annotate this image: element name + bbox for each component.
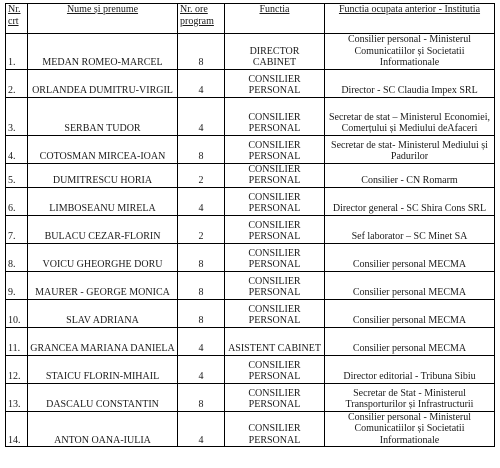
row-nr: 11.: [6, 327, 28, 355]
row-name: DASCALU CONSTANTIN: [28, 383, 178, 411]
header-row: [6, 4, 495, 34]
row-nr: 5.: [6, 163, 28, 187]
row-hours: 8: [178, 271, 225, 299]
row-nr: 12.: [6, 355, 28, 383]
row-function: ASISTENT CABINET: [225, 327, 325, 355]
row-nr: 13.: [6, 383, 28, 411]
staff-table: [5, 3, 495, 447]
table-row: [6, 135, 495, 163]
header-nr: Nr. crt: [6, 4, 28, 34]
row-previous: Consilier personal - Ministerul Comunicatiilor și Societatii Informationale: [325, 34, 495, 70]
table-row: [6, 97, 495, 135]
row-nr: 8.: [6, 243, 28, 271]
row-function: CONSILIER PERSONAL: [225, 383, 325, 411]
row-nr: 1.: [6, 34, 28, 70]
row-previous: Consilier - CN Romarm: [325, 163, 495, 187]
row-function: CONSILIER PERSONAL: [225, 69, 325, 97]
row-function: CONSILIER PERSONAL: [225, 135, 325, 163]
row-nr: 3.: [6, 97, 28, 135]
row-name: COTOSMAN MIRCEA-IOAN: [28, 135, 178, 163]
row-nr: 9.: [6, 271, 28, 299]
row-function: CONSILIER PERSONAL: [225, 411, 325, 447]
row-hours: 8: [178, 135, 225, 163]
row-previous: Secretar de stat – Ministerul Economiei, Comerțului și Mediului deAfaceri: [325, 97, 495, 135]
row-previous: Consilier personal - Ministerul Comunicatiilor și Societatii Informationale: [325, 411, 495, 447]
row-nr: 7.: [6, 215, 28, 243]
header-previous: Functia ocupata anterior - Institutia: [325, 4, 495, 34]
row-name: LIMBOSEANU MIRELA: [28, 187, 178, 215]
row-hours: 4: [178, 187, 225, 215]
row-name: VOICU GHEORGHE DORU: [28, 243, 178, 271]
row-name: ANTON OANA-IULIA: [28, 411, 178, 447]
row-nr: 14.: [6, 411, 28, 447]
row-name: STAICU FLORIN-MIHAIL: [28, 355, 178, 383]
row-function: CONSILIER PERSONAL: [225, 299, 325, 327]
table-row: [6, 215, 495, 243]
row-hours: 4: [178, 69, 225, 97]
row-nr: 2.: [6, 69, 28, 97]
row-function: CONSILIER PERSONAL: [225, 163, 325, 187]
row-function: CONSILIER PERSONAL: [225, 243, 325, 271]
row-previous: Secretar de Stat - Ministerul Transporturilor și Infrastructurii: [325, 383, 495, 411]
row-nr: 4.: [6, 135, 28, 163]
header-name: Nume și prenume: [28, 4, 178, 34]
table-row: [6, 299, 495, 327]
row-previous: Consilier personal MECMA: [325, 299, 495, 327]
row-hours: 4: [178, 355, 225, 383]
row-previous: Consilier personal MECMA: [325, 271, 495, 299]
table-row: [6, 383, 495, 411]
row-previous: Secretar de stat- Ministerul Mediului și Padurilor: [325, 135, 495, 163]
table-row: [6, 411, 495, 447]
row-hours: 4: [178, 97, 225, 135]
row-previous: Consilier personal MECMA: [325, 327, 495, 355]
row-previous: Director editorial - Tribuna Sibiu: [325, 355, 495, 383]
row-name: DUMITRESCU HORIA: [28, 163, 178, 187]
row-hours: 2: [178, 163, 225, 187]
row-nr: 10.: [6, 299, 28, 327]
row-hours: 8: [178, 243, 225, 271]
row-hours: 2: [178, 215, 225, 243]
row-function: CONSILIER PERSONAL: [225, 215, 325, 243]
row-function: CONSILIER PERSONAL: [225, 97, 325, 135]
table-body: [6, 34, 495, 447]
row-name: SLAV ADRIANA: [28, 299, 178, 327]
table-row: [6, 69, 495, 97]
row-hours: 4: [178, 411, 225, 447]
row-hours: 4: [178, 327, 225, 355]
row-function: CONSILIER PERSONAL: [225, 187, 325, 215]
row-name: ORLANDEA DUMITRU-VIRGIL: [28, 69, 178, 97]
header-function: Functia: [225, 4, 325, 34]
row-previous: Director - SC Claudia Impex SRL: [325, 69, 495, 97]
row-function: CONSILIER PERSONAL: [225, 271, 325, 299]
table-row: [6, 355, 495, 383]
header-hours: Nr. ore program: [178, 4, 225, 34]
row-name: MEDAN ROMEO-MARCEL: [28, 34, 178, 70]
row-hours: 8: [178, 34, 225, 70]
row-name: SERBAN TUDOR: [28, 97, 178, 135]
row-name: BULACU CEZAR-FLORIN: [28, 215, 178, 243]
row-function: CONSILIER PERSONAL: [225, 355, 325, 383]
table-row: [6, 187, 495, 215]
table-header: [6, 4, 495, 34]
row-name: GRANCEA MARIANA DANIELA: [28, 327, 178, 355]
table-row: [6, 271, 495, 299]
row-previous: Sef laborator – SC Minet SA: [325, 215, 495, 243]
row-function: DIRECTOR CABINET: [225, 34, 325, 70]
table-row: [6, 163, 495, 187]
table-row: [6, 243, 495, 271]
table-row: [6, 34, 495, 70]
row-previous: Consilier personal MECMA: [325, 243, 495, 271]
row-previous: Director general - SC Shira Cons SRL: [325, 187, 495, 215]
row-hours: 8: [178, 383, 225, 411]
row-nr: 6.: [6, 187, 28, 215]
row-name: MAURER - GEORGE MONICA: [28, 271, 178, 299]
row-hours: 8: [178, 299, 225, 327]
table-row: [6, 327, 495, 355]
